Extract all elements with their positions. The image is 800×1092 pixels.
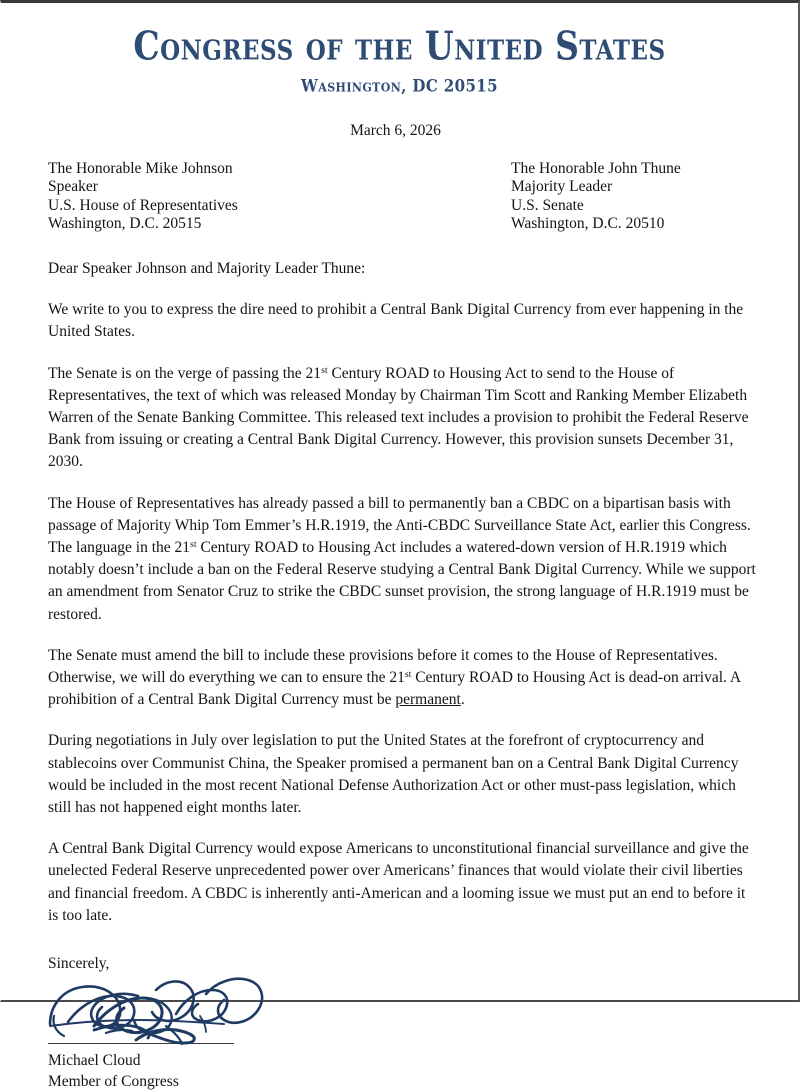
recipient-right-name: The Honorable John Thune (511, 159, 681, 177)
recipient-right-body: U.S. Senate (511, 196, 584, 214)
recipient-right (511, 160, 761, 234)
paragraph-5-text: During negotiations in July over legislation to put the United States at the forefront of cryptocurrency and stablecoins over Communist China, the Speaker promised a permanent ban on a Central Bank Digital Currency would be included in the most recent National Defense Authorization Act or other must-pass legislation, which still has not happened eight months later. (48, 732, 739, 816)
recipient-left-name: The Honorable Mike Johnson (48, 159, 233, 177)
ordinal-suffix-icon: st (190, 538, 197, 550)
recipient-block (1, 160, 798, 234)
paragraph-6-text: A Central Bank Digital Currency would expose Americans to unconstitutional financial surveillance and give the unelected Federal Reserve unprecedented power over Americans’ finances that would violate their civil liberties and financial freedom. A CBDC is inherently anti-American and a looming issue we must put an end to before it is too late. (48, 840, 749, 924)
paragraph-6 (48, 838, 756, 927)
ordinal-suffix-icon: st (321, 364, 328, 376)
letterhead (1, 3, 798, 97)
letter-body (1, 258, 798, 927)
recipient-left (48, 160, 511, 234)
recipient-left-title: Speaker (48, 178, 98, 196)
signature-block (1, 953, 798, 1092)
paragraph-2-text-b: Century ROAD to Housing Act to send to the House of Representatives, the text of which was released Monday by Chairman Tim Scott and Ranking Member Elizabeth Warren of the Senate Banking Committee. This released text includes a provision to prohibit the Federal Reserve Bank from issuing or creating a Central Bank Digital Currency. However, this provision sunsets December 31, 2030. (48, 364, 749, 471)
paragraph-3 (48, 493, 756, 626)
paragraph-3-text-a: The House of Representatives has already passed a bill to permanently ban a CBDC on a bipartisan basis with passage of Majority Whip Tom Emmer’s H.R.1919, the Anti-CBDC Surveillance State Act, earlier this Congress. The language in the 21 (48, 494, 751, 556)
emphasis-permanent: permanent (395, 691, 461, 709)
closing-salutation: Sincerely, (48, 955, 110, 973)
salutation: Dear Speaker Johnson and Majority Leader Thune: (48, 259, 366, 277)
paragraph-2-text-a: The Senate is on the verge of passing the 21 (48, 364, 322, 382)
paragraph-5 (48, 730, 756, 819)
signer-name: Michael Cloud (48, 1052, 141, 1070)
paragraph-4-text-a: The Senate must amend the bill to include these provisions before it comes to the House of Representatives. Otherwise, we will do everything we can to ensure the 21 (48, 646, 718, 686)
paragraph-1-text: We write to you to express the dire need to prohibit a Central Bank Digital Currency from ever happening in the United States. (48, 301, 744, 341)
paragraph-1 (48, 299, 756, 343)
ordinal-suffix-icon: st (404, 668, 412, 680)
recipient-right-title: Majority Leader (511, 178, 613, 196)
letter-date: March 6, 2026 (350, 121, 441, 139)
handwritten-signature-icon (48, 970, 308, 1052)
paragraph-3-text-b: Century ROAD to Housing Act includes a watered-down version of H.R.1919 which notably doesn’t include a ban on the Federal Reserve studying a Central Bank Digital Currency. While we support an amendment from Senator Cruz to strike the CBDC sunset provision, the strong language of H.R.1919 must be restored. (48, 538, 756, 623)
recipient-left-body: U.S. House of Representatives (48, 196, 238, 214)
paragraph-4-text-c: . (460, 691, 465, 709)
paragraph-2 (48, 363, 756, 474)
signer-role: Member of Congress (48, 1073, 179, 1091)
recipient-right-city: Washington, D.C. 20510 (511, 215, 665, 233)
letterhead-subtitle: Washington, DC 20515 (301, 75, 498, 97)
paragraph-4 (48, 645, 756, 712)
paragraph-4-text-b: Century ROAD to Housing Act is dead-on arrival. A prohibition of a Central Bank Digital Currency must be (48, 668, 741, 709)
letterhead-title: Congress of the United States (133, 22, 666, 69)
recipient-left-city: Washington, D.C. 20515 (48, 215, 202, 233)
